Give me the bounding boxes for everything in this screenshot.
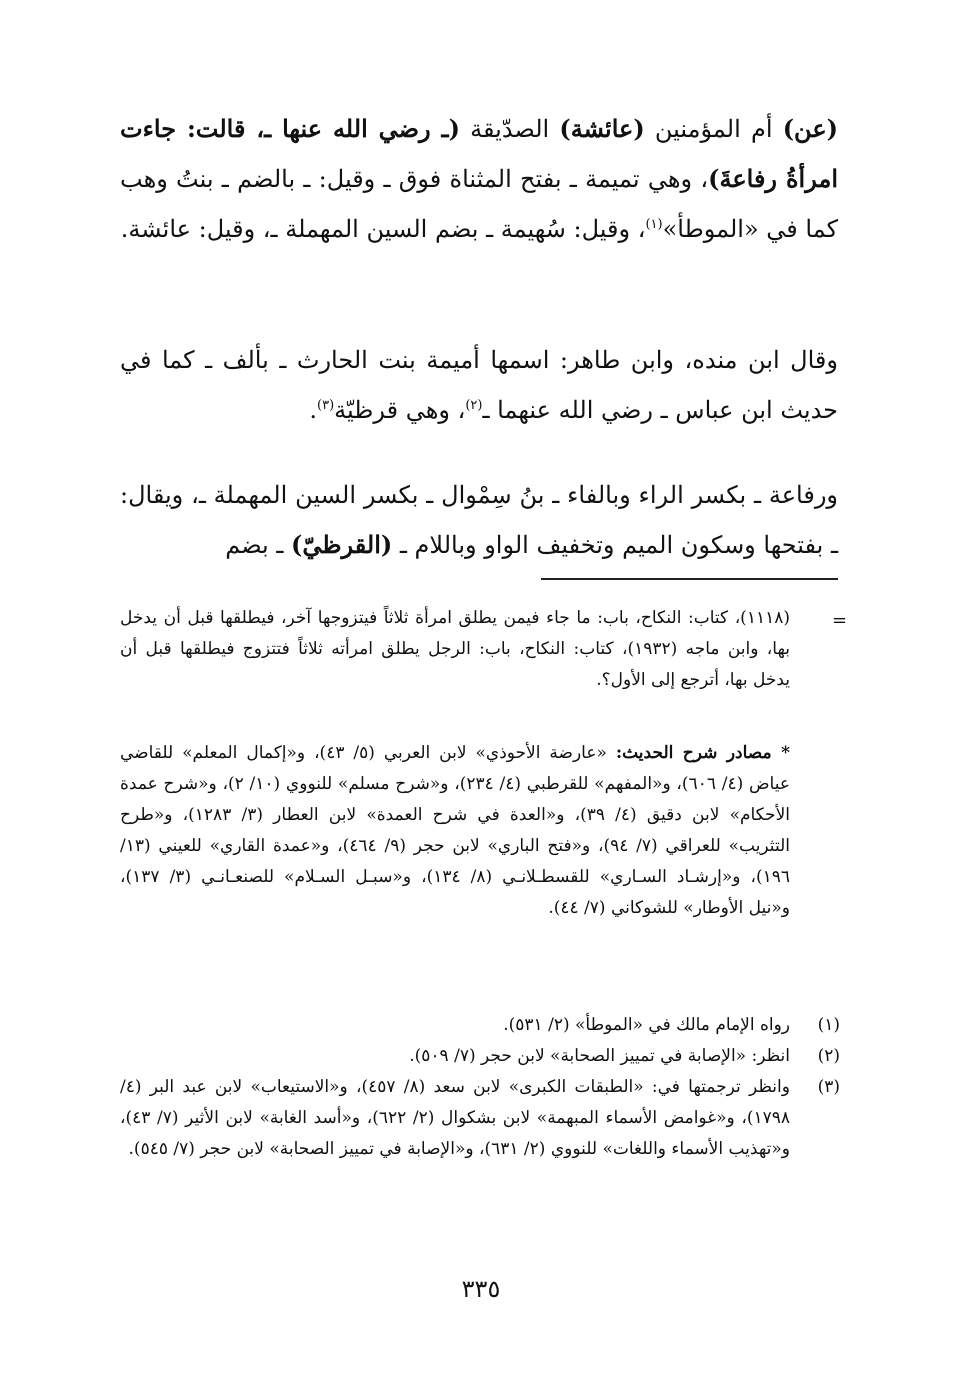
footnote-number: (١) <box>817 1015 840 1035</box>
bold-phrase: (القرظيّ) <box>291 530 393 559</box>
footnote-sources <box>120 738 790 924</box>
paragraph-1 <box>120 104 838 254</box>
footnote-number: (٣) <box>817 1077 840 1097</box>
footnote-separator <box>541 578 838 580</box>
paragraph-2 <box>120 335 838 435</box>
text-run: الصدّيقة <box>459 115 560 143</box>
text-run: . <box>309 396 318 424</box>
footnote-list <box>120 1010 840 1165</box>
text-run: ورفاعة ـ بكسر الراء وبالفاء ـ بنُ سِمْوال ـ بكسر السين المهملة ـ، ويقال: ـ بفتحها وسكون الميم وتخفيف الواو وباللام ـ <box>120 481 838 559</box>
footnote-reference-3[interactable]: (٣) <box>317 398 335 413</box>
paragraph-1-text <box>120 104 838 254</box>
bold-phrase: (عن) <box>782 114 838 143</box>
continuation-mark: = <box>832 610 848 631</box>
text-run: أم المؤمنين <box>644 115 783 143</box>
text-run: ، وهي تميمة ـ بفتح المثناة فوق ـ وقيل: ـ بالضم ـ بنتُ وهب كما في «الموطأ» <box>120 165 838 243</box>
footnote-number: (٢) <box>817 1046 840 1066</box>
paragraph-3-text <box>120 470 838 570</box>
footnote-text: وانظر ترجمتها في: «الطبقات الكبرى» لابن سعد (٨/ ٤٥٧)، و«الاستيعاب» لابن عبد البر (٤/ ١٧٩٨)، و«غوامض الأسماء المبهمة» لابن بشكوال (٢/ ٦٢٢)، و«أسد الغابة» لابن الأثير (٧/ ٤٣)، و«تهذيب الأسماء واللغات» للنووي (٢/ ٦٣١)، و«الإصابة في تمييز الصحابة» لابن حجر (٧/ ٥٤٥). <box>120 1077 790 1159</box>
bold-phrase: (ـ رضي الله عنها ـ، قالت: جاءت امرأةُ رفاعةَ) <box>120 114 838 193</box>
footnote-reference-2[interactable]: (٢) <box>465 398 483 413</box>
text-run: ـ بضم <box>225 531 292 559</box>
footnote-reference-1[interactable]: (١) <box>645 217 663 232</box>
footnote-item-2 <box>120 1041 840 1072</box>
footnote-item-1 <box>120 1010 840 1041</box>
bold-phrase: (عائشة) <box>559 114 645 143</box>
footnote-continuation-text: (١١١٨)، كتاب: النكاح، باب: ما جاء فيمن يطلق امرأة ثلاثاً فيتزوجها آخر، فيطلقها قبل أن يدخل بها، وابن ماجه (١٩٣٢)، كتاب: النكاح، باب: الرجل يطلق امرأته ثلاثاً فتتزوج فيطلقها قبل أن يدخل بها، أترجع إلى الأول؟. <box>120 608 791 690</box>
page-number: ٣٣٥ <box>461 1275 501 1303</box>
text-run: ، وقيل: سُهيمة ـ بضم السين المهملة ـ، وقيل: عائشة. <box>120 215 646 243</box>
text-run: وقال ابن منده، وابن طاهر: اسمها أميمة بنت الحارث ـ بألف ـ كما في حديث ابن عباس ـ رضي الله عنهما ـ <box>120 346 838 424</box>
footnote-item-3 <box>120 1072 840 1165</box>
paragraph-3 <box>120 470 838 570</box>
paragraph-2-text <box>120 335 838 435</box>
footnote-continuation <box>120 603 790 696</box>
footnote-text: انظر: «الإصابة في تمييز الصحابة» لابن حجر (٧/ ٥٠٩). <box>409 1046 790 1066</box>
sources-label: * مصادر شرح الحديث: <box>615 743 790 763</box>
footnote-text: رواه الإمام مالك في «الموطأ» (٢/ ٥٣١). <box>503 1015 790 1035</box>
footnote-sources-text <box>120 738 790 924</box>
sources-text: «عارضة الأحوذي» لابن العربي (٥/ ٤٣)، و«إكمال المعلم» للقاضي عياض (٤/ ٦٠٦)، و«المفهم» للقرطبي (٤/ ٢٣٤)، و«شرح مسلم» للنووي (١٠/ ٢)، و«شرح عمدة الأحكام» لابن دقيق (٤/ ٣٩)، و«العدة في شرح العمدة» لابن العطار (٣/ ١٢٨٣)، و«طرح التثريب» للعراقي (٧/ ٩٤)، و«فتح الباري» لابن حجر (٩/ ٤٦٤)، و«عمدة القاري» للعيني (١٣/ ١٩٦)، و«إرشـاد السـاري» للقسطـلانـي (٨/ ١٣٤)، و«سبـل السـلام» للصنعـانـي (٣/ ١٣٧)، و«نيل الأوطار» للشوكاني (٧/ ٤٤). <box>120 743 790 918</box>
text-run: ، وهي قرظيّة <box>334 396 466 424</box>
